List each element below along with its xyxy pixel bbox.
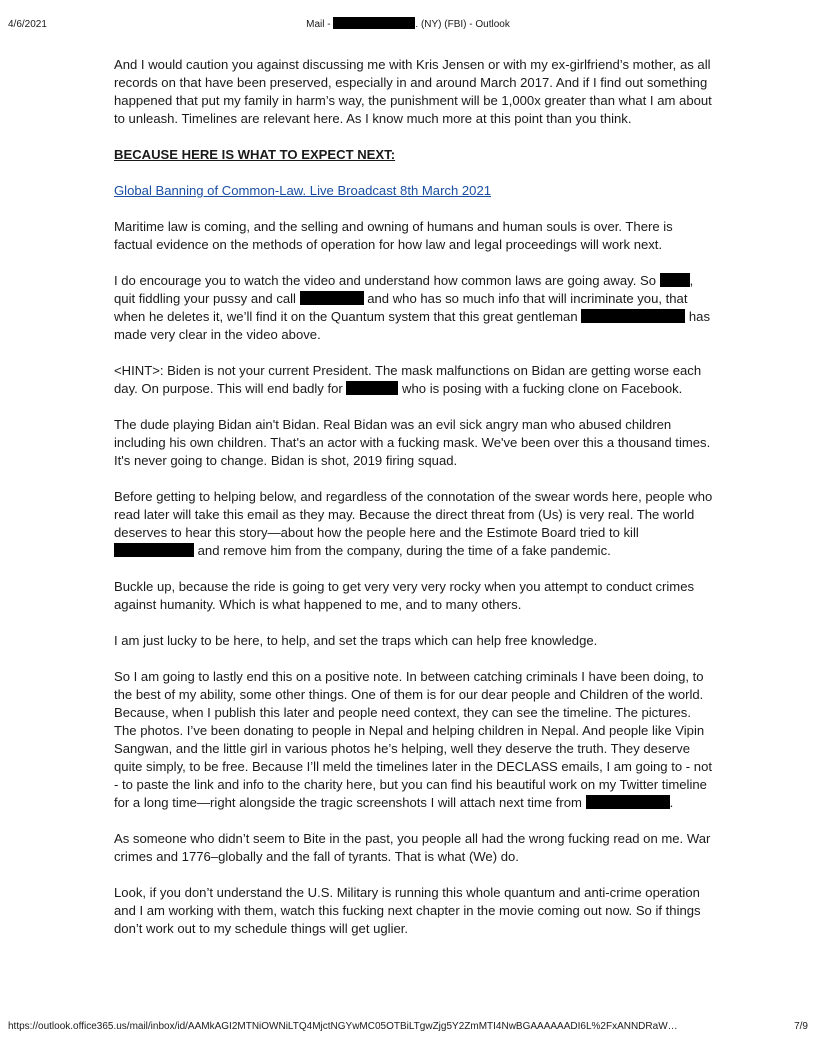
- print-header: [0, 19, 816, 33]
- paragraph-actor: The dude playing Bidan ain't Bidan. Real Bidan was an evil sick angry man who abused children including his own children. That's an actor with a fucking mask. We've been over this a thousand times. It's never going to change. Bidan is shot, 2019 firing squad.: [114, 417, 711, 468]
- paragraph-video: I do encourage you to watch the video and understand how common laws are going away. So , quit fiddling your pussy and call and who has so much info that will incriminate you, that when he deletes it, we’ll find it on the Quantum system that this great gentleman has made very clear in the video above.: [114, 273, 711, 342]
- redaction-box: [333, 17, 415, 29]
- page-url: https://outlook.office365.us/mail/inbox/id/AAMkAGI2MTNiOWNiLTQ4MjctNGYwMC05OTBiLTgwZjg5Y2ZmMTI4NwBGAAAAAADI6L%2FxANNDRaW…: [8, 1021, 678, 1032]
- email-body: [114, 56, 714, 956]
- broadcast-link[interactable]: Global Banning of Common-Law. Live Broadcast 8th March 2021: [114, 183, 492, 198]
- title-suffix: . (NY) (FBI) - Outlook: [415, 19, 510, 30]
- title-prefix: Mail -: [306, 19, 334, 30]
- print-date: 4/6/2021: [8, 19, 47, 30]
- redaction-box: [581, 309, 685, 323]
- redaction-box: [586, 795, 670, 809]
- redaction-box: [660, 273, 690, 287]
- paragraph-positive-note: So I am going to lastly end this on a positive note. In between catching criminals I have been doing, to the best of my ability, some other things. One of them is for our dear people and Children of the world. Because, when I publish this later and people need context, they can see the timeline. The pictures. The photos. I’ve been donating to people in Nepal and helping children in Nepal. And people like Vipin Sangwan, and the little girl in various photos he’s helping, well they deserve the truth. They deserve quite simply, to be free. Because I’ll meld the timelines later in the DECLASS emails, I am going to - not - to paste the link and info to the charity here, but you can find his beautiful work on my Twitter timeline for a long time—right alongside the tragic screenshots I will attach next time from .: [114, 669, 712, 810]
- page-number: 7/9: [794, 1021, 808, 1032]
- paragraph-hint: <HINT>: Biden is not your current President. The mask malfunctions on Bidan are getting worse each day. On purpose. This will end badly for who is posing with a fucking clone on Facebook.: [114, 363, 702, 396]
- paragraph-maritime-law: Maritime law is coming, and the selling and owning of humans and human souls is over. There is factual evidence on the methods of operation for how law and legal proceedings will work next.: [114, 219, 673, 252]
- section-heading: BECAUSE HERE IS WHAT TO EXPECT NEXT:: [114, 147, 396, 162]
- paragraph-caution: And I would caution you against discussing me with Kris Jensen or with my ex-girlfriend’s mother, as all records on that have been preserved, especially in and around March 2017. And if I find out something happened that put my family in harm’s way, the punishment will be 1,000x greater than what I am about to unleash. Timelines are relevant here. As I know much more at this point than you think.: [114, 57, 712, 126]
- paragraph-buckle-up: Buckle up, because the ride is going to get very very very rocky when you attempt to conduct crimes against humanity. Which is what happened to me, and to many others.: [114, 579, 695, 612]
- redaction-box: [346, 381, 398, 395]
- print-title: [0, 19, 816, 30]
- paragraph-lucky: I am just lucky to be here, to help, and set the traps which can help free knowledge.: [114, 633, 598, 648]
- print-footer: [0, 1021, 816, 1035]
- redaction-box: [114, 543, 194, 557]
- paragraph-war-crimes: As someone who didn’t seem to Bite in the past, you people all had the wrong fucking read on me. War crimes and 1776–globally and the fall of tyrants. That is what (We) do.: [114, 831, 711, 864]
- redaction-box: [300, 291, 364, 305]
- paragraph-military: Look, if you don’t understand the U.S. Military is running this whole quantum and anti-crime operation and I am working with them, watch this fucking next chapter in the movie coming out now. So if things don’t work out to my schedule things will get uglier.: [114, 885, 701, 936]
- paragraph-threat: Before getting to helping below, and regardless of the connotation of the swear words here, people who read later will take this email as they may. Because the direct threat from (Us) is very real. The world deserves to hear this story—about how the people here and the Estimote Board tried to kill and remove him from the company, during the time of a fake pandemic.: [114, 489, 713, 558]
